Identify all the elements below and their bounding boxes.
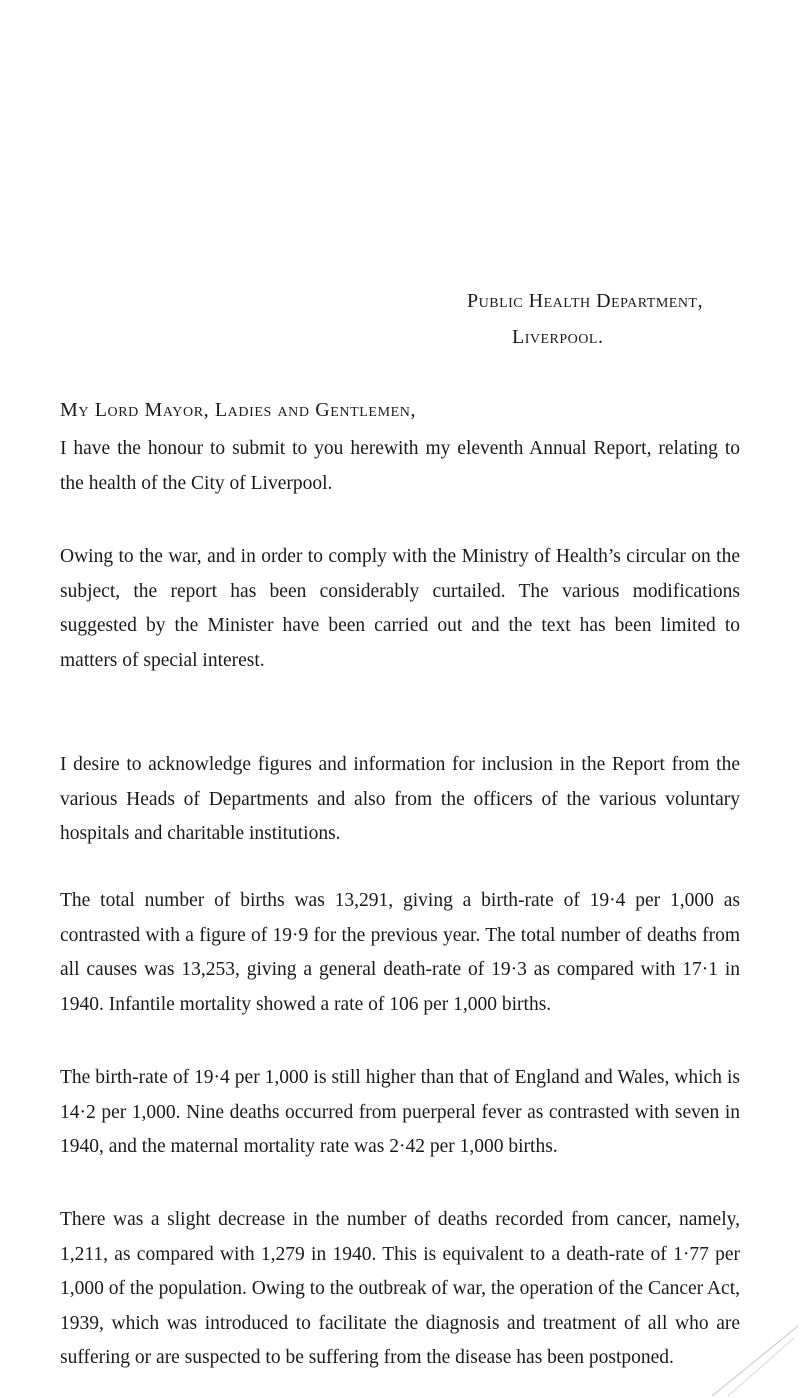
department-heading xyxy=(467,283,703,355)
paragraph-birth-rate-comparison: The birth-rate of 19·4 per 1,000 is still higher than that of England and Wales, which is 14·2 per 1,000. Nine deaths occurred from puerperal fever as contrasted with seven in 1940, and the maternal mortality rate was 2·42 per 1,000 births. xyxy=(60,1067,740,1157)
department-name: Public Health Department, xyxy=(467,290,703,312)
paragraph-introduction: I have the honour to submit to you herewith my eleventh Annual Report, relating to the health of the City of Liverpool. xyxy=(60,438,740,494)
salutation: My Lord Mayor, Ladies and Gentlemen, xyxy=(60,399,417,421)
paragraph-births-deaths: The total number of births was 13,291, giving a birth-rate of 19·4 per 1,000 as contrasted with a figure of 19·9 for the previous year. The total number of deaths from all causes was 13,253, giving a general death-rate of 19·3 as compared with 17·1 in 1940. Infantile mortality showed a rate of 106 per 1,000 births. xyxy=(60,890,740,1015)
department-city: Liverpool. xyxy=(512,326,604,348)
page-corner-fold-mark xyxy=(708,1324,800,1398)
paragraph-cancer: There was a slight decrease in the number of deaths recorded from cancer, namely, 1,211, as compared with 1,279 in 1940. This is equivalent to a death-rate of 1·77 per 1,000 of the population. Owing to the outbreak of war, the operation of the Cancer Act, 1939, which was introduced to facilitate the diagnosis and treatment of all who are suffering or are suspected to be suffering from the disease has been postponed. xyxy=(60,1209,740,1368)
paragraph-war-curtailment: Owing to the war, and in order to comply with the Ministry of Health’s circular on the subject, the report has been considerably curtailed. The various modifications suggested by the Minister have been carried out and the text has been limited to matters of special interest. xyxy=(60,546,740,671)
paragraph-acknowledgement: I desire to acknowledge figures and information for inclusion in the Report from the various Heads of Departments and also from the officers of the various voluntary hospitals and charitable institutions. xyxy=(60,754,740,844)
